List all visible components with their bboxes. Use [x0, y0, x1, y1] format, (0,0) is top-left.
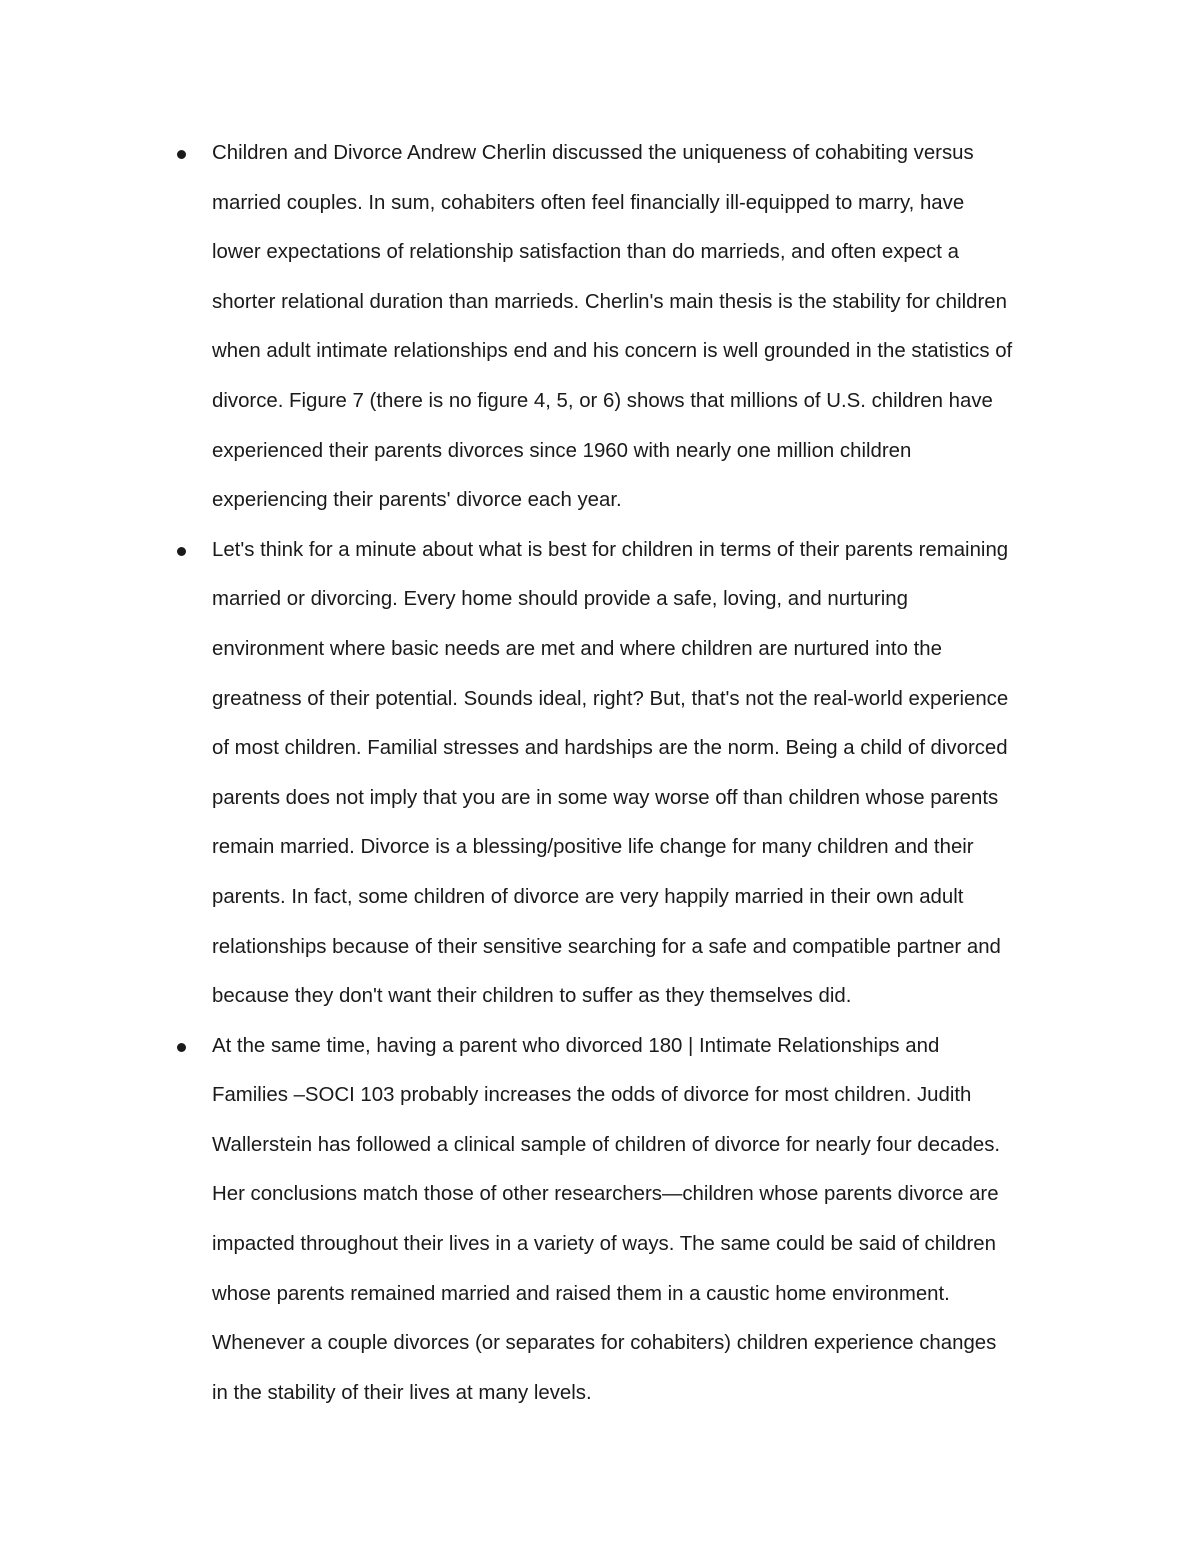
text-line: married couples. In sum, cohabiters often feel financially ill-equipped to marry, have	[212, 191, 965, 214]
text-line: parents does not imply that you are in some way worse off than children whose parents	[212, 786, 999, 809]
text-line: when adult intimate relationships end and his concern is well grounded in the statistics of	[212, 340, 1013, 363]
text-line: in the stability of their lives at many levels.	[212, 1381, 592, 1404]
bullet-icon	[177, 547, 186, 556]
text-line: of most children. Familial stresses and hardships are the norm. Being a child of divorced	[212, 737, 1008, 760]
list-item	[0, 526, 1200, 1022]
text-line: remain married. Divorce is a blessing/positive life change for many children and their	[212, 836, 974, 859]
text-line: experiencing their parents' divorce each year.	[212, 489, 622, 512]
list-item	[0, 129, 1200, 526]
text-line: parents. In fact, some children of divorce are very happily married in their own adult	[212, 885, 964, 908]
text-line: married or divorcing. Every home should provide a safe, loving, and nurturing	[212, 588, 908, 611]
text-line: whose parents remained married and raised them in a caustic home environment.	[212, 1282, 950, 1305]
paragraph-text	[212, 129, 1074, 526]
text-line: Whenever a couple divorces (or separates for cohabiters) children experience changes	[212, 1332, 997, 1355]
text-line: At the same time, having a parent who divorced 180 | Intimate Relationships and	[212, 1034, 940, 1057]
text-line: because they don't want their children to suffer as they themselves did.	[212, 985, 852, 1008]
bullet-icon	[177, 1043, 186, 1052]
text-line: impacted throughout their lives in a variety of ways. The same could be said of children	[212, 1233, 996, 1256]
text-line: lower expectations of relationship satisfaction than do marrieds, and often expect a	[212, 241, 959, 264]
text-line: environment where basic needs are met and where children are nurtured into the	[212, 637, 942, 660]
paragraph-text	[212, 526, 1074, 1022]
bullet-list	[0, 129, 1200, 1418]
text-line: greatness of their potential. Sounds ideal, right? But, that's not the real-world experience	[212, 687, 1009, 710]
paragraph-text	[212, 1022, 1074, 1419]
text-line: shorter relational duration than marrieds. Cherlin's main thesis is the stability for children	[212, 290, 1007, 313]
text-line: experienced their parents divorces since 1960 with nearly one million children	[212, 439, 912, 462]
text-line: Families –SOCI 103 probably increases the odds of divorce for most children. Judith	[212, 1084, 972, 1107]
text-line: Wallerstein has followed a clinical sample of children of divorce for nearly four decades.	[212, 1133, 1001, 1156]
bullet-icon	[177, 150, 186, 159]
text-line: Children and Divorce Andrew Cherlin discussed the uniqueness of cohabiting versus	[212, 142, 974, 164]
text-line: Let's think for a minute about what is best for children in terms of their parents remaining	[212, 538, 1009, 561]
list-item	[0, 1022, 1200, 1419]
text-line: Her conclusions match those of other researchers—children whose parents divorce are	[212, 1183, 999, 1206]
text-line: divorce. Figure 7 (there is no figure 4, 5, or 6) shows that millions of U.S. children have	[212, 389, 993, 412]
text-line: relationships because of their sensitive searching for a safe and compatible partner and	[212, 935, 1001, 958]
